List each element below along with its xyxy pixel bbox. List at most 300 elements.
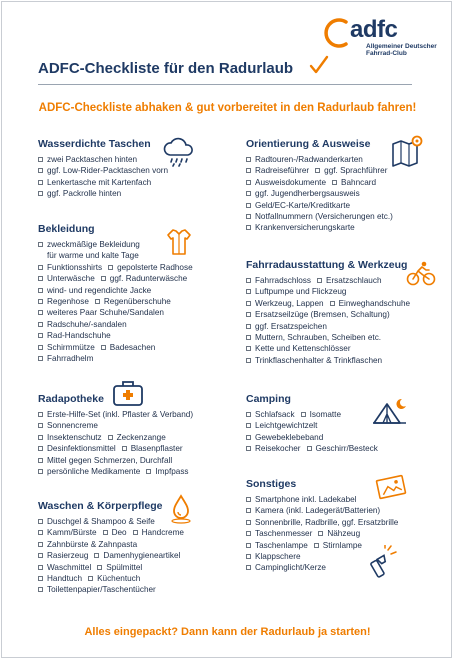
tent-icon bbox=[372, 396, 408, 426]
checklist-item-label: Trinkflaschenhalter & Trinkflaschen bbox=[255, 355, 383, 365]
checklist-item[interactable] bbox=[246, 310, 390, 319]
checkbox[interactable] bbox=[38, 576, 43, 581]
checkbox[interactable] bbox=[38, 168, 43, 173]
checklist-item-label: ggf. Sprachführer bbox=[324, 166, 388, 176]
checklist-item[interactable] bbox=[246, 552, 301, 561]
checklist-item[interactable] bbox=[38, 467, 140, 476]
checklist-item[interactable] bbox=[38, 263, 102, 272]
checkbox[interactable] bbox=[38, 458, 43, 463]
checkbox[interactable] bbox=[103, 530, 108, 535]
checklist-item[interactable] bbox=[38, 421, 98, 430]
checklist-item[interactable] bbox=[38, 189, 121, 198]
checklist-item-label: ggf. Packrolle hinten bbox=[47, 189, 122, 199]
photo-icon bbox=[374, 472, 408, 502]
checklist-item[interactable] bbox=[38, 343, 95, 352]
checklist-item-label: Toilettenpapier/Taschentücher bbox=[47, 585, 156, 595]
checklist-item-label: Regenhose bbox=[47, 297, 89, 307]
flashlight-icon bbox=[368, 545, 398, 579]
checklist bbox=[38, 154, 168, 200]
checklist-item[interactable] bbox=[246, 495, 357, 504]
checkbox[interactable] bbox=[88, 576, 93, 581]
checkbox[interactable] bbox=[332, 180, 337, 185]
checkbox[interactable] bbox=[246, 335, 251, 340]
checkbox[interactable] bbox=[330, 301, 335, 306]
checklist-item-label: Notfallnummern (Versicherungen etc.) bbox=[255, 212, 393, 222]
checklist-item[interactable] bbox=[38, 517, 155, 526]
checkbox[interactable] bbox=[246, 191, 251, 196]
checklist-item[interactable] bbox=[246, 529, 312, 538]
checklist-item-label: ggf. Radunterwäsche bbox=[109, 274, 188, 284]
checklist-item-label: Radtouren-/Radwanderkarten bbox=[255, 155, 363, 164]
checklist-item-label: Unterwäsche bbox=[47, 274, 95, 284]
checkbox[interactable] bbox=[94, 553, 99, 558]
checklist-row bbox=[38, 466, 193, 477]
checklist-item[interactable] bbox=[246, 322, 327, 331]
checkbox[interactable] bbox=[101, 345, 106, 350]
checkbox[interactable] bbox=[95, 299, 100, 304]
checklist-item[interactable] bbox=[133, 528, 184, 537]
checkbox[interactable] bbox=[97, 565, 102, 570]
checklist-row bbox=[246, 309, 410, 320]
checkbox[interactable] bbox=[38, 299, 43, 304]
checklist-item-label: Schirmmütze bbox=[47, 342, 95, 352]
checklist-item[interactable] bbox=[88, 574, 140, 583]
checklist-item-label: Insektenschutz bbox=[47, 432, 102, 442]
page-title: ADFC-Checkliste für den Radurlaub bbox=[38, 60, 294, 77]
section-title: Radapotheke bbox=[38, 393, 104, 405]
checklist-item-label: Waschmittel bbox=[47, 562, 92, 572]
section-orientierung-ausweise bbox=[246, 137, 393, 234]
checklist-row bbox=[38, 527, 184, 538]
checklist-item-label: ggf. Low-Rider-Packtaschen vorn bbox=[47, 166, 169, 176]
checklist-item-label: ggf. Jugendherbergsausweis bbox=[255, 189, 360, 199]
checklist-item[interactable] bbox=[246, 344, 351, 353]
checkbox[interactable] bbox=[122, 446, 127, 451]
checklist-item[interactable] bbox=[95, 297, 171, 306]
checklist-row bbox=[246, 211, 393, 222]
section-title: Wasserdichte Taschen bbox=[38, 138, 151, 150]
checklist-row bbox=[246, 275, 410, 286]
checklist-item-label: Spülmittel bbox=[106, 562, 143, 572]
checklist-item[interactable] bbox=[101, 274, 187, 283]
checklist-row bbox=[38, 443, 193, 454]
checkbox[interactable] bbox=[246, 346, 251, 351]
checklist-item-label: Handtuch bbox=[47, 574, 83, 584]
checklist-item-label: Kette und Kettenschlösser bbox=[255, 344, 351, 354]
checklist-item[interactable] bbox=[38, 574, 82, 583]
checklist-item-label: persönliche Medikamente bbox=[47, 467, 141, 477]
checklist-item-label: Nähzeug bbox=[327, 529, 361, 539]
checklist-row bbox=[38, 330, 193, 341]
checklist-item-label: Reisekocher bbox=[255, 444, 301, 454]
checklist-row bbox=[38, 273, 193, 284]
checkbox[interactable] bbox=[246, 565, 251, 570]
checklist-row bbox=[246, 517, 398, 528]
checklist-item[interactable] bbox=[246, 178, 326, 187]
checklist-item[interactable] bbox=[38, 354, 93, 363]
checklist-item-label: Ersatzschlauch bbox=[325, 276, 382, 285]
checkbox[interactable] bbox=[38, 288, 43, 293]
checklist-item[interactable] bbox=[146, 467, 188, 476]
checklist-item-label: Regenüberschuhe bbox=[103, 297, 171, 307]
checklist-row bbox=[38, 342, 193, 353]
checklist-item[interactable] bbox=[246, 356, 382, 365]
checklist-item[interactable] bbox=[38, 166, 168, 175]
checkbox[interactable] bbox=[146, 469, 151, 474]
checkbox[interactable] bbox=[246, 324, 251, 329]
section-waschen-koerperpflege bbox=[38, 499, 184, 596]
checklist-item-label: Damenhygieneartikel bbox=[103, 551, 181, 561]
checklist-item[interactable] bbox=[103, 528, 127, 537]
checkbox[interactable] bbox=[101, 276, 106, 281]
checklist-item-label: zweckmäßige Bekleidung bbox=[47, 240, 140, 249]
title-divider bbox=[38, 84, 412, 85]
checkbox[interactable] bbox=[246, 508, 251, 513]
checklist-row bbox=[246, 298, 410, 309]
checklist-row bbox=[246, 165, 393, 176]
cyclist-icon bbox=[406, 260, 436, 286]
checklist-row bbox=[38, 420, 193, 431]
checklist-item[interactable] bbox=[38, 178, 151, 187]
checklist-item-label: Küchentuch bbox=[97, 574, 141, 584]
checklist-item[interactable] bbox=[332, 178, 376, 187]
checklist-row bbox=[38, 432, 193, 443]
checklist bbox=[246, 275, 410, 366]
checklist-item[interactable] bbox=[38, 444, 116, 453]
checklist-item[interactable] bbox=[246, 563, 326, 572]
checkbox[interactable] bbox=[246, 554, 251, 559]
checklist-item[interactable] bbox=[246, 201, 350, 210]
rain-cloud-icon bbox=[162, 137, 196, 167]
checklist-item-label: Zahnbürste & Zahnpasta bbox=[47, 539, 138, 549]
checklist-row bbox=[246, 286, 410, 297]
checklist-item-label: für warme und kalte Tage bbox=[47, 251, 139, 261]
checklist-row bbox=[38, 516, 184, 527]
checklist-row bbox=[38, 262, 193, 273]
checklist-item-label: Klappschere bbox=[255, 552, 301, 562]
checkbox[interactable] bbox=[315, 168, 320, 173]
checklist-item-label: Kamera (inkl. Ladegerät/Batterien) bbox=[255, 506, 381, 516]
checklist bbox=[38, 516, 184, 596]
checklist-item-label: Radreiseführer bbox=[255, 166, 310, 176]
checkbox[interactable] bbox=[246, 301, 251, 306]
checklist-item[interactable] bbox=[38, 433, 102, 442]
checklist-row bbox=[246, 528, 398, 539]
checkbox[interactable] bbox=[246, 435, 251, 440]
checkbox[interactable] bbox=[246, 531, 251, 536]
section-title: Waschen & Körperpflege bbox=[38, 500, 163, 512]
checklist-row bbox=[38, 296, 193, 307]
checklist-row bbox=[246, 321, 410, 332]
checklist-item[interactable] bbox=[318, 529, 360, 538]
checklist-row bbox=[38, 177, 168, 188]
checklist-item[interactable] bbox=[122, 444, 183, 453]
checklist-item-label: Werkzeug, Lappen bbox=[255, 298, 324, 308]
checklist-row bbox=[246, 409, 378, 420]
checkbox[interactable] bbox=[133, 530, 138, 535]
checkbox[interactable] bbox=[38, 265, 43, 270]
checkbox[interactable] bbox=[38, 565, 43, 570]
checkbox[interactable] bbox=[246, 312, 251, 317]
checklist-item-label: Campinglicht/Kerze bbox=[255, 563, 326, 573]
checkbox[interactable] bbox=[38, 276, 43, 281]
checkbox[interactable] bbox=[301, 412, 306, 417]
checklist-item[interactable] bbox=[38, 528, 97, 537]
checklist-item[interactable] bbox=[97, 563, 142, 572]
checkbox[interactable] bbox=[38, 180, 43, 185]
checklist-row bbox=[38, 285, 193, 296]
checklist-item[interactable] bbox=[101, 343, 156, 352]
checklist-item[interactable] bbox=[38, 540, 137, 549]
checklist-item-label: Geschirr/Besteck bbox=[315, 444, 378, 454]
logo-subtitle-line-1: Allgemeiner Deutscher bbox=[366, 43, 437, 50]
checklist-row bbox=[38, 188, 168, 199]
section-title: Fahrradausstattung & Werkzeug bbox=[246, 259, 408, 271]
checklist-item-label: gepolsterte Radhose bbox=[117, 262, 193, 272]
checklist-item-label: Bahncard bbox=[341, 177, 377, 187]
section-title: Sonstiges bbox=[246, 478, 297, 490]
checklist-item[interactable] bbox=[246, 410, 295, 419]
checklist-item[interactable] bbox=[108, 263, 193, 272]
page-footer: Alles eingepackt? Dann kann der Radurlaub ja starten! bbox=[84, 626, 371, 638]
checkbox[interactable] bbox=[38, 322, 43, 327]
checklist-item[interactable] bbox=[246, 333, 381, 342]
checkbox[interactable] bbox=[307, 446, 312, 451]
checklist-item-label: Duschgel & Shampoo & Seife bbox=[47, 517, 155, 526]
checkbox[interactable] bbox=[246, 225, 251, 230]
checkbox[interactable] bbox=[246, 358, 251, 363]
checklist-row bbox=[38, 550, 184, 561]
checklist-item[interactable] bbox=[38, 585, 156, 594]
checklist-item[interactable] bbox=[301, 410, 341, 419]
checklist-item-label: Kamm/Bürste bbox=[47, 528, 97, 538]
checkbox[interactable] bbox=[38, 435, 43, 440]
checklist-item[interactable] bbox=[246, 506, 380, 515]
checklist-item[interactable] bbox=[246, 189, 360, 198]
checkbox[interactable] bbox=[38, 553, 43, 558]
checklist-row bbox=[246, 343, 410, 354]
checkbox[interactable] bbox=[246, 203, 251, 208]
adfc-logo-mark-icon bbox=[320, 16, 354, 50]
checklist-item-label: Lenkertasche mit Kartenfach bbox=[47, 177, 152, 187]
checklist-item-label: Mittel gegen Schmerzen, Durchfall bbox=[47, 455, 173, 465]
checklist-item[interactable] bbox=[38, 551, 88, 560]
checkbox[interactable] bbox=[38, 345, 43, 350]
checklist-item[interactable] bbox=[246, 444, 301, 453]
map-icon bbox=[390, 135, 424, 167]
checkbox[interactable] bbox=[38, 446, 43, 451]
logo-word: adfc bbox=[350, 16, 398, 43]
checklist-item-label: Luftpumpe und Flickzeug bbox=[255, 287, 347, 297]
checkbox[interactable] bbox=[246, 278, 251, 283]
checklist-item[interactable] bbox=[38, 331, 111, 340]
checklist-item[interactable] bbox=[246, 433, 323, 442]
checkbox[interactable] bbox=[246, 289, 251, 294]
checkbox[interactable] bbox=[38, 333, 43, 338]
checklist-item[interactable] bbox=[94, 551, 180, 560]
checkbox[interactable] bbox=[246, 423, 251, 428]
checklist-row bbox=[38, 455, 193, 466]
checklist-item[interactable] bbox=[38, 297, 89, 306]
checklist-item-label: wind- und regendichte Jacke bbox=[47, 285, 152, 295]
checklist-item[interactable] bbox=[38, 274, 95, 283]
checklist-row bbox=[246, 332, 410, 343]
checkbox[interactable] bbox=[314, 543, 319, 548]
checklist-row bbox=[246, 355, 410, 366]
checkbox[interactable] bbox=[38, 157, 43, 162]
checklist bbox=[38, 409, 193, 477]
checklist-item[interactable] bbox=[314, 541, 362, 550]
checklist-item-label: Desinfektionsmittel bbox=[47, 444, 116, 454]
checklist-item-label: Gewebeklebeband bbox=[255, 432, 324, 442]
shirt-icon bbox=[165, 227, 193, 257]
checklist-item-label: Sonnencreme bbox=[47, 421, 98, 431]
checkbox[interactable] bbox=[246, 214, 251, 219]
checklist-item[interactable] bbox=[38, 563, 91, 572]
checklist-item-label: Funktionsshirts bbox=[47, 262, 103, 272]
checklist-item[interactable] bbox=[38, 308, 164, 317]
checklist bbox=[246, 409, 378, 455]
section-camping bbox=[246, 392, 378, 455]
checklist-item-label: Isomatte bbox=[309, 410, 341, 419]
logo-subtitle-line-2: Fahrrad-Club bbox=[366, 50, 407, 57]
checkbox[interactable] bbox=[246, 446, 251, 451]
checklist-item-label: Rasierzeug bbox=[47, 551, 89, 561]
checkbox[interactable] bbox=[317, 278, 322, 283]
checklist-item[interactable] bbox=[246, 287, 346, 296]
checklist-item[interactable] bbox=[315, 166, 387, 175]
checkbox[interactable] bbox=[38, 530, 43, 535]
checklist-item[interactable] bbox=[330, 299, 410, 308]
checklist-item-label: Fahrradhelm bbox=[47, 354, 94, 364]
section-title: Orientierung & Ausweise bbox=[246, 138, 371, 150]
checkmark-icon bbox=[308, 54, 330, 76]
section-wasserdichte-taschen bbox=[38, 137, 168, 200]
checklist-row bbox=[38, 562, 184, 573]
checklist-item[interactable] bbox=[246, 299, 324, 308]
checklist-item-label: Fahrradschloss bbox=[255, 276, 311, 285]
checkbox[interactable] bbox=[38, 191, 43, 196]
checkbox[interactable] bbox=[108, 435, 113, 440]
checklist-item[interactable] bbox=[38, 456, 172, 465]
checkbox[interactable] bbox=[38, 356, 43, 361]
checkbox[interactable] bbox=[246, 520, 251, 525]
checklist bbox=[38, 239, 193, 364]
checklist-item[interactable] bbox=[246, 518, 398, 527]
page-subtitle: ADFC-Checkliste abhaken & gut vorbereitet in den Radurlaub fahren! bbox=[38, 102, 417, 114]
checklist-item[interactable] bbox=[38, 251, 139, 260]
checklist-row bbox=[246, 154, 393, 165]
checklist-item-label: Impfpass bbox=[155, 467, 189, 477]
checklist-item[interactable] bbox=[246, 421, 317, 430]
checkbox[interactable] bbox=[108, 265, 113, 270]
checklist-item-label: Blasenpflaster bbox=[130, 444, 183, 454]
checklist-item-label: Schlafsack bbox=[255, 410, 295, 419]
checklist-row bbox=[38, 409, 193, 420]
checklist-row bbox=[246, 188, 393, 199]
checklist-item[interactable] bbox=[38, 155, 137, 164]
checklist-item[interactable] bbox=[246, 166, 309, 175]
checklist-item-label: ggf. Ersatzspeichen bbox=[255, 321, 327, 331]
checklist-item[interactable] bbox=[246, 155, 363, 164]
checklist-row bbox=[38, 307, 193, 318]
checklist-row bbox=[38, 319, 193, 330]
checklist-item-label: Geld/EC-Karte/Kreditkarte bbox=[255, 200, 351, 210]
checklist-item-label: Handcreme bbox=[141, 528, 184, 538]
checklist-item-label: Leichtgewichtzelt bbox=[255, 421, 318, 431]
checklist-item[interactable] bbox=[246, 223, 355, 232]
checklist-item-label: Deo bbox=[111, 528, 127, 538]
checklist-row bbox=[38, 573, 184, 584]
checkbox[interactable] bbox=[38, 469, 43, 474]
checklist-item[interactable] bbox=[317, 276, 382, 285]
checklist-page bbox=[1, 1, 452, 658]
checklist-item-label: Muttern, Schrauben, Scheiben etc. bbox=[255, 333, 382, 343]
checklist-row bbox=[38, 584, 184, 595]
checkbox[interactable] bbox=[38, 423, 43, 428]
checklist-item-label: Ausweisdokumente bbox=[255, 177, 326, 187]
checklist-item-label: Taschenlampe bbox=[255, 540, 308, 550]
checklist-item-label: Zeckenzange bbox=[116, 432, 166, 442]
checkbox[interactable] bbox=[246, 543, 251, 548]
checklist-item[interactable] bbox=[108, 433, 166, 442]
checklist bbox=[246, 154, 393, 234]
checkbox[interactable] bbox=[246, 157, 251, 162]
section-title: Bekleidung bbox=[38, 223, 95, 235]
checklist-item-label: Badesachen bbox=[109, 342, 156, 352]
checkbox[interactable] bbox=[38, 310, 43, 315]
checklist-item[interactable] bbox=[38, 240, 140, 249]
checkbox[interactable] bbox=[246, 412, 251, 417]
checklist-row bbox=[246, 505, 398, 516]
water-drop-icon bbox=[168, 494, 194, 524]
logo-subtitle bbox=[366, 43, 437, 57]
checklist-row bbox=[38, 154, 168, 165]
checklist-item[interactable] bbox=[246, 541, 308, 550]
checklist-row bbox=[246, 177, 393, 188]
checklist-item-label: weiteres Paar Schuhe/Sandalen bbox=[47, 308, 164, 318]
checklist-item[interactable] bbox=[38, 320, 127, 329]
checkbox[interactable] bbox=[38, 412, 43, 417]
checklist-item[interactable] bbox=[307, 444, 378, 453]
checkbox[interactable] bbox=[246, 180, 251, 185]
checklist-row bbox=[246, 420, 378, 431]
checkbox[interactable] bbox=[38, 587, 43, 592]
adfc-logo bbox=[320, 12, 450, 62]
checklist-item-label: Einweghandschuhe bbox=[338, 298, 411, 308]
checkbox[interactable] bbox=[246, 168, 251, 173]
checkbox[interactable] bbox=[38, 519, 43, 524]
checklist-item[interactable] bbox=[246, 212, 393, 221]
checklist-item-label: Stirnlampe bbox=[322, 540, 362, 550]
checklist-row bbox=[38, 539, 184, 550]
checklist-item[interactable] bbox=[38, 286, 151, 295]
checklist-item-label: Taschenmesser bbox=[255, 529, 313, 539]
checklist-item-label: Rad-Handschuhe bbox=[47, 331, 111, 341]
section-fahrradausstattung-werkzeug bbox=[246, 258, 410, 366]
checklist-item[interactable] bbox=[38, 410, 193, 419]
checklist-item-label: Sonnenbrille, Radbrille, ggf. Ersatzbrille bbox=[255, 517, 399, 527]
checkbox[interactable] bbox=[38, 242, 43, 247]
checklist-row bbox=[38, 353, 193, 364]
checkbox[interactable] bbox=[318, 531, 323, 536]
checkbox[interactable] bbox=[246, 497, 251, 502]
checklist-row bbox=[38, 165, 168, 176]
checkbox[interactable] bbox=[38, 542, 43, 547]
checklist-item[interactable] bbox=[246, 276, 311, 285]
checklist-item-label: Radschuhe/-sandalen bbox=[47, 319, 127, 329]
checklist-item-label: Ersatzseilzüge (Bremsen, Schaltung) bbox=[255, 310, 390, 320]
